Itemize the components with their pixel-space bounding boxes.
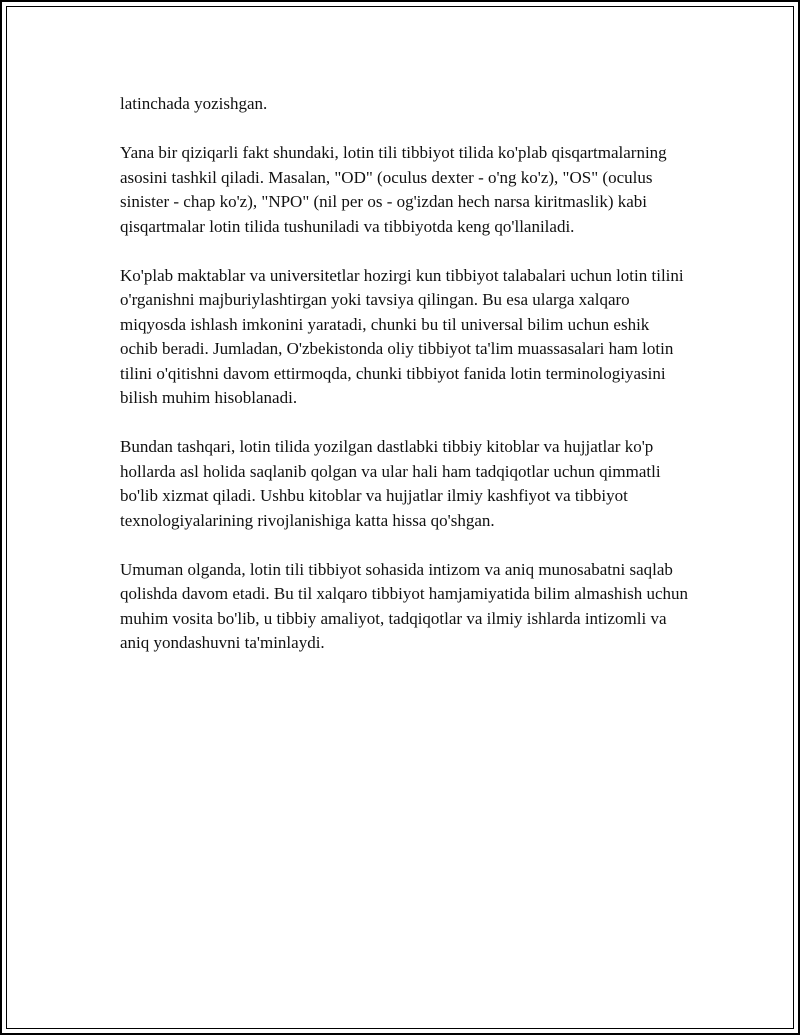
paragraph-5: Umuman olganda, lotin tili tibbiyot sohasida intizom va aniq munosabatni saqlab qolishda davom etadi. Bu til xalqaro tibbiyot hamjamiyatida bilim almashish uchun muhim vosita bo'lib, u tibbiy amaliyot, tadqiqotlar va ilmiy ishlarda intizomli va aniq yondashuvni ta'minlaydi. bbox=[120, 559, 688, 652]
paragraph-2: Yana bir qiziqarli fakt shundaki, lotin tili tibbiyot tilida ko'plab qisqartmalarning asosini tashkil qiladi. Masalan, "OD" (oculus dexter - o'ng ko'z), "OS" (oculus sinister - chap ko'z), "NPO" (nil per os - og'izdan hech narsa kiritmaslik) kabi qisqartmalar lotin tilida tushuniladi va tibbiyotda keng qo'llaniladi. bbox=[120, 143, 667, 236]
paragraph-4: Bundan tashqari, lotin tilida yozilgan dastlabki tibbiy kitoblar va hujjatlar ko'p hollarda asl holida saqlanib qolgan va ular hali ham tadqiqotlar uchun qimmatli bo'lib xizmat qiladi. Ushbu kitoblar va hujjatlar ilmiy kashfiyot va tibbiyot texnologiyalarining rivojlanishiga katta hissa qo'shgan. bbox=[120, 437, 661, 530]
paragraph-3: Ko'plab maktablar va universitetlar hozirgi kun tibbiyot talabalari uchun lotin tilini o'rganishni majburiylashtirgan yoki tavsiya qilingan. Bu esa ularga xalqaro miqyosda ishlash imkonini yaratadi, chunki bu til universal bilim uchun eshik ochib beradi. Jumladan, O'zbekistonda oliy tibbiyot ta'lim muassasalari ham lotin tilini o'qitishni davom ettirmoqda, chunki tibbiyot fanida lotin terminologiyasini bilish muhim hisoblanadi. bbox=[120, 265, 684, 407]
paragraph-1: latinchada yozishgan. bbox=[120, 94, 268, 113]
document-body bbox=[120, 92, 690, 680]
